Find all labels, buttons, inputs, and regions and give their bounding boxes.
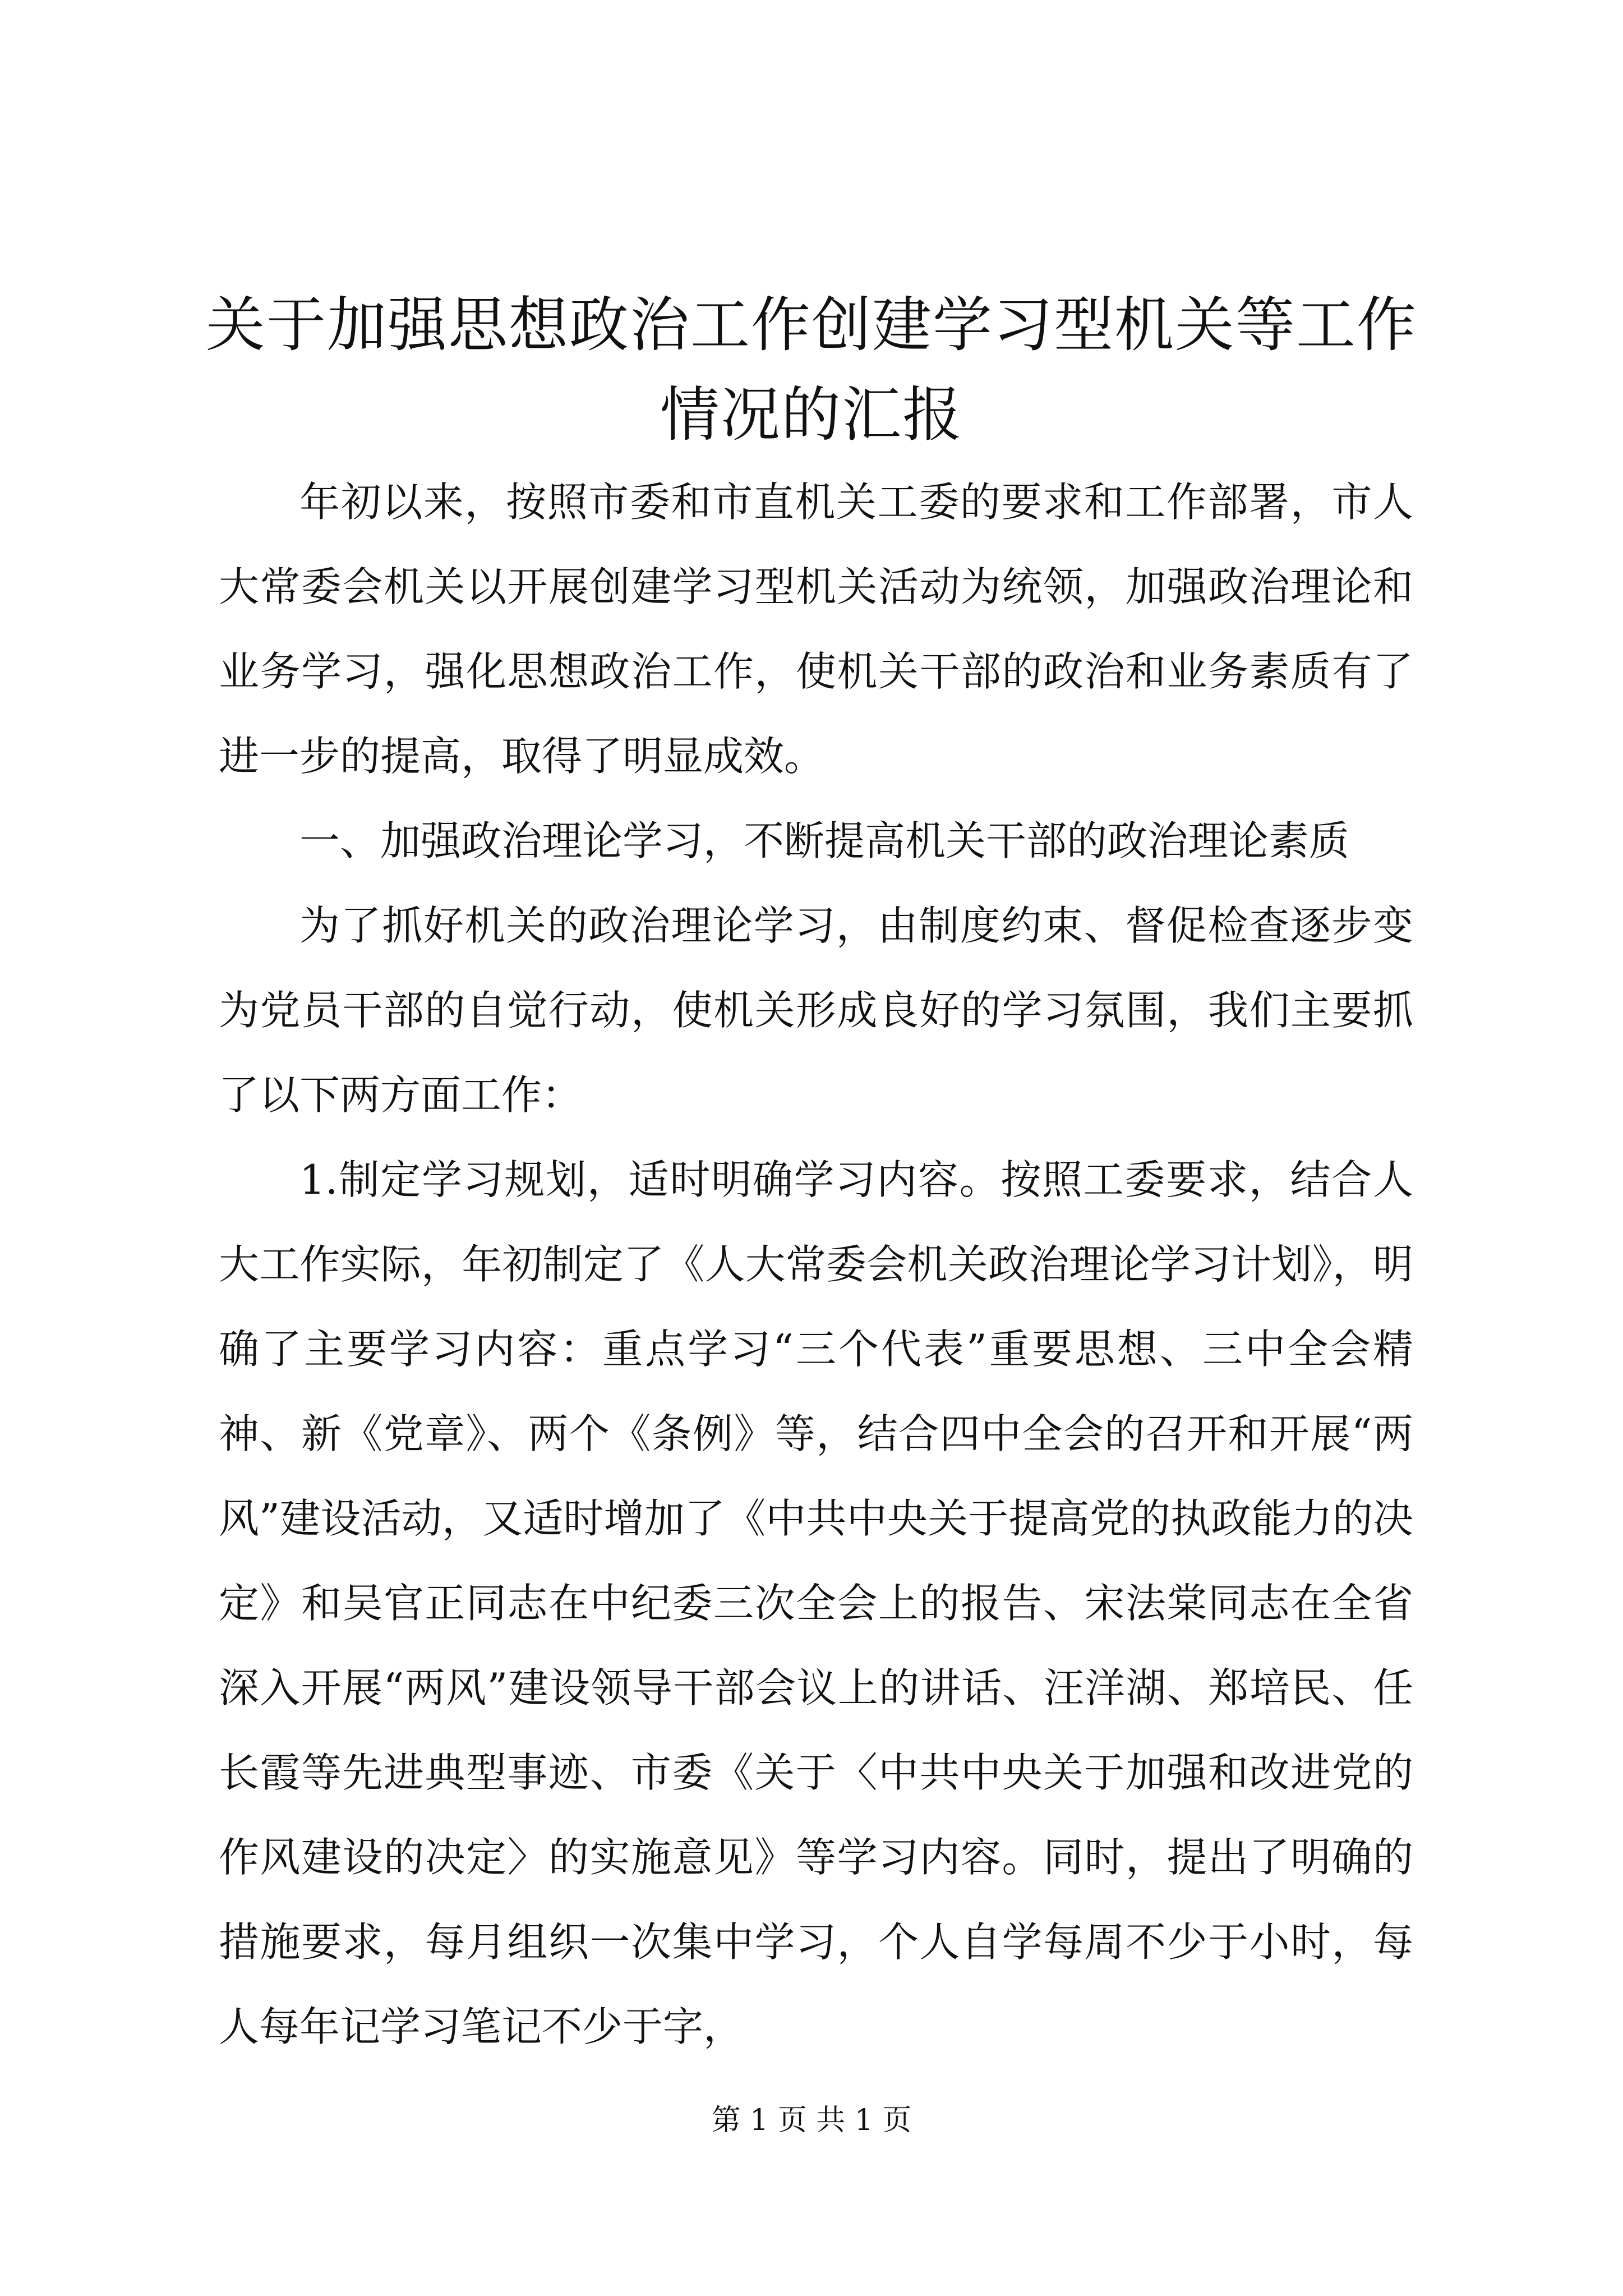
document-body	[219, 460, 1413, 2069]
title-line-2: 情况的汇报	[660, 380, 963, 449]
title-line-1: 关于加强思想政治工作创建学习型机关等工作	[206, 291, 1417, 360]
page-footer: 第 1 页 共 1 页	[711, 2104, 912, 2137]
document-title	[168, 280, 1455, 460]
section-heading-1: 一、加强政治理论学习，不断提高机关干部的政治理论素质	[299, 817, 1350, 864]
paragraph-item-1: 1.制定学习规划，适时明确学习内容。按照工委要求，结合人大工作实际，年初制定了《人大常委会机关政治理论学习计划》，明确了主要学习内容：重点学习“三个代表”重要思想、三中全会精神、新《党章》、两个《条例》等，结合四中全会的召开和开展“两风”建设活动，又适时增加了《中共中央关于提高党的执政能力的决定》和吴官正同志在中纪委三次全会上的报告、宋法棠同志在全省深入开展“两风”建设领导干部会议上的讲话、汪洋湖、郑培民、任长霞等先进典型事迹、市委《关于〈中共中央关于加强和改进党的作风建设的决定〉的实施意见》等学习内容。同时，提出了明确的措施要求，每月组织一次集中学习，个人自学每周不少于小时，每人每年记学习笔记不少于字，	[219, 1156, 1413, 2050]
paragraph-intro: 年初以来，按照市委和市直机关工委的要求和工作部署，市人大常委会机关以开展创建学习型机关活动为统领，加强政治理论和业务学习，强化思想政治工作，使机关干部的政治和业务素质有了进一步的提高，取得了明显成效。	[219, 478, 1413, 780]
paragraph-section-1-intro: 为了抓好机关的政治理论学习，由制度约束、督促检查逐步变为党员干部的自觉行动，使机关形成良好的学习氛围，我们主要抓了以下两方面工作：	[219, 902, 1413, 1119]
